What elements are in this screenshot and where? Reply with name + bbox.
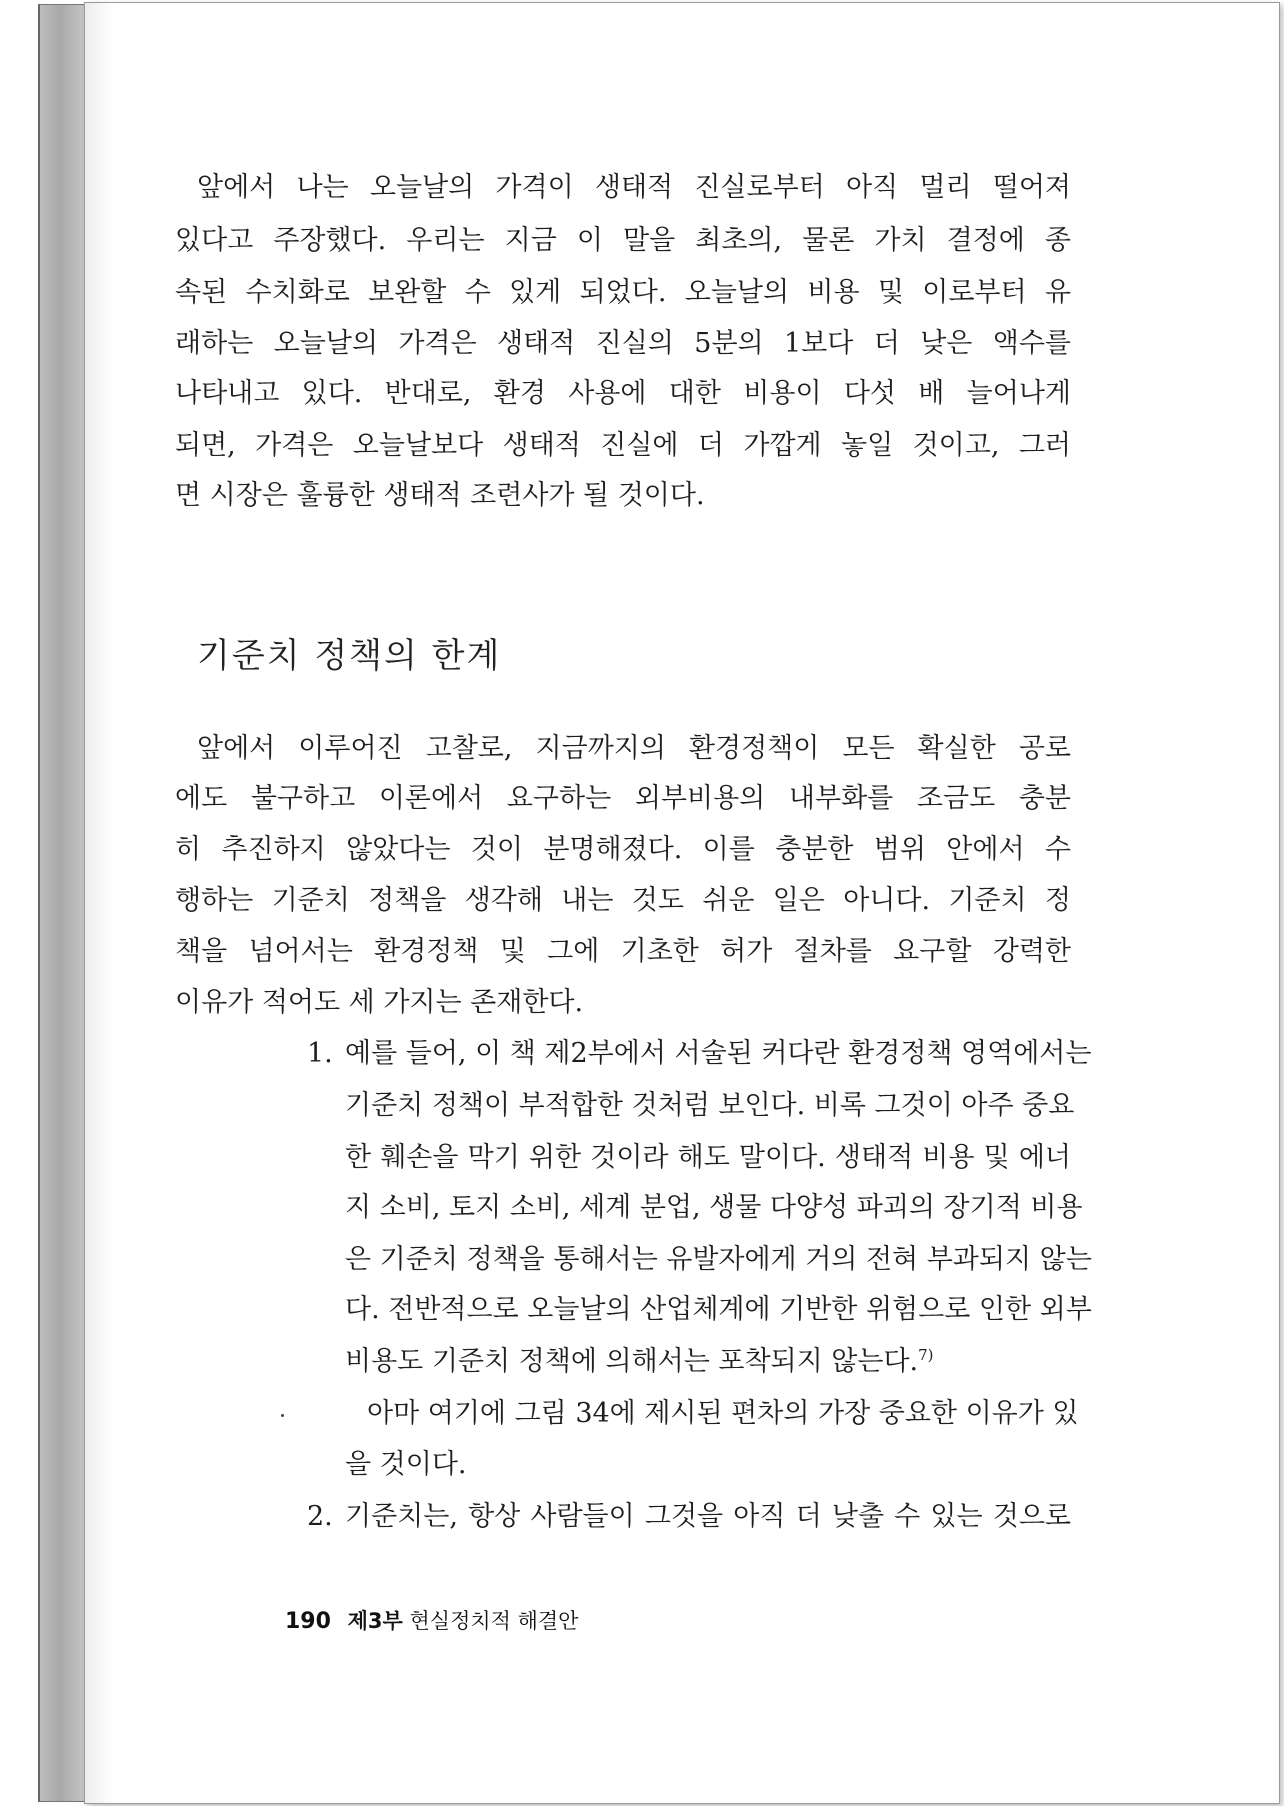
- text-line: [345, 1344, 1071, 1380]
- text-line: 나타내고 있다. 반대로, 환경 사용에 대한 비용이 다섯 배 늘어나게: [175, 378, 1071, 409]
- stray-dot: [281, 1414, 284, 1417]
- book-spine: [38, 4, 86, 1802]
- section-heading: 기준치 정책의 한계: [197, 636, 502, 676]
- text-line: 되면, 가격은 오늘날보다 생태적 진실에 더 가깝게 놓일 것이고, 그러: [175, 430, 1071, 461]
- text-line: 을 것이다.: [345, 1449, 467, 1480]
- text-line-content: 비용도 기준치 정책에 의해서는 포착되지 않는다.: [345, 1346, 919, 1377]
- footer-part: 제3부: [347, 1609, 403, 1633]
- text-line: 면 시장은 훌륭한 생태적 조련사가 될 것이다.: [175, 480, 705, 511]
- page-number: 190: [285, 1609, 331, 1634]
- list-number: 1.: [307, 1038, 333, 1069]
- text-line: 행하는 기준치 정책을 생각해 내는 것도 쉬운 일은 아니다. 기준치 정: [175, 885, 1071, 916]
- text-line: 예를 들어, 이 책 제2부에서 서술된 커다란 환경정책 영역에서는: [345, 1038, 1092, 1069]
- list-number: 2.: [307, 1501, 333, 1532]
- text-line: 히 추진하지 않았다는 것이 분명해졌다. 이를 충분한 범위 안에서 수: [175, 834, 1071, 865]
- text-line: 이유가 적어도 세 가지는 존재한다.: [175, 987, 584, 1018]
- page-footer: [285, 1605, 578, 1635]
- text-line: 있다고 주장했다. 우리는 지금 이 말을 최초의, 물론 가치 결정에 종: [175, 225, 1071, 256]
- text-line: 기준치 정책이 부적합한 것처럼 보인다. 비록 그것이 아주 중요: [345, 1090, 1075, 1121]
- text-line: 앞에서 나는 오늘날의 가격이 생태적 진실로부터 아직 멀리 떨어져: [197, 172, 1071, 203]
- text-line: 앞에서 이루어진 고찰로, 지금까지의 환경정책이 모든 확실한 공로: [197, 733, 1071, 764]
- page-gutter-shade: [85, 3, 115, 1803]
- text-line: 에도 불구하고 이론에서 요구하는 외부비용의 내부화를 조금도 충분: [175, 783, 1071, 814]
- footnote-marker: 7): [918, 1346, 934, 1364]
- text-line: 기준치는, 항상 사람들이 그것을 아직 더 낮출 수 있는 것으로: [345, 1501, 1071, 1532]
- text-line: 아마 여기에 그림 34에 제시된 편차의 가장 중요한 이유가 있: [367, 1398, 1079, 1429]
- footer-chapter: 현실정치적 해결안: [409, 1609, 579, 1633]
- text-line: 은 기준치 정책을 통해서는 유발자에게 거의 전혀 부과되지 않는: [345, 1244, 1092, 1275]
- text-line: 래하는 오늘날의 가격은 생태적 진실의 5분의 1보다 더 낮은 액수를: [175, 328, 1071, 359]
- page: [84, 2, 1280, 1804]
- text-line: 한 훼손을 막기 위한 것이라 해도 말이다. 생태적 비용 및 에너: [345, 1142, 1071, 1173]
- text-line: 다. 전반적으로 오늘날의 산업체계에 기반한 위험으로 인한 외부: [345, 1294, 1092, 1325]
- text-line: 지 소비, 토지 소비, 세계 분업, 생물 다양성 파괴의 장기적 비용: [345, 1192, 1083, 1223]
- text-line: 속된 수치화로 보완할 수 있게 되었다. 오늘날의 비용 및 이로부터 유: [175, 277, 1071, 308]
- text-line: 책을 넘어서는 환경정책 및 그에 기초한 허가 절차를 요구할 강력한: [175, 936, 1071, 967]
